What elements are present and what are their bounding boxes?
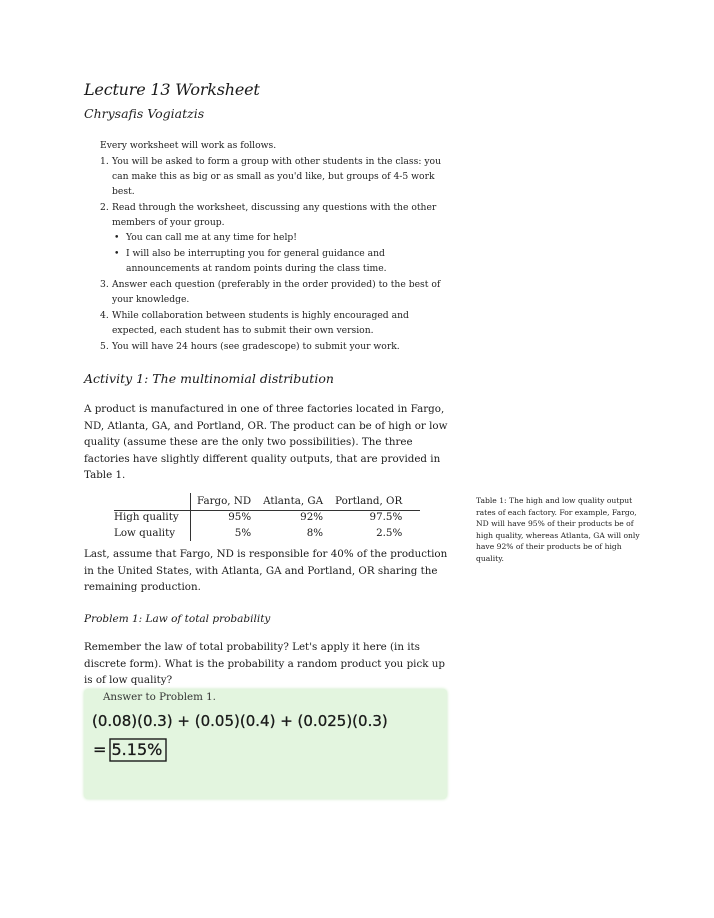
factory-quality-table [114,493,408,541]
row-label: Low quality [114,525,191,541]
author-name: Chrysafis Vogiatzis [84,106,205,121]
answer-box[interactable] [84,689,447,799]
instructions-lead: Every worksheet will work as follows. [100,140,277,151]
handwritten-line-1: (0.08)(0.3) + (0.05)(0.4) + (0.025)(0.3) [92,712,388,730]
bullet-item: • You can call me at any time for help! [112,230,445,245]
problem-text: Remember the law of total probability? Let's apply it here (in its discrete form). What is the probability a random product you pick up is of low quality? [84,641,445,686]
instructions [100,138,445,355]
list-item: 5. You will have 24 hours (see gradescope) to submit your work. [100,341,400,352]
table-cell: 5% [234,527,252,539]
table-cell: 2.5% [376,527,403,539]
answer-label: Answer to Problem 1. [103,691,216,703]
table-divider [114,510,420,511]
table-cell: 8% [306,527,324,539]
table-caption: Table 1: The high and low quality output rates of each factory. For example, Fargo, ND will have 95% of their products be of high quality, whereas Atlanta, GA will only have 92% of their products be of high quality. [476,496,640,563]
table-header-cell: Fargo, ND [197,495,252,507]
table-row [114,525,408,541]
problem-heading: Problem 1: Law of total probability [84,613,271,625]
handwritten-line-2: = 5.15% [93,740,163,759]
table-header-row [114,493,408,509]
row-label: High quality [114,509,191,525]
table-cell: 95% [228,511,252,523]
bullet-item: • I will also be interrupting you for general guidance and announcements at random points during the class time. [112,246,445,276]
list-item: 4. While collaboration between students is highly encouraged and expected, each student has to submit their own version. [100,310,409,336]
handwritten-answer [90,709,388,769]
table-header-cell: Atlanta, GA [263,495,324,507]
activity-paragraph: A product is manufactured in one of three factories located in Fargo, ND, Atlanta, GA, and Portland, OR. The product can be of high or low quality (assume these are the only two possibilities). The three factories have slightly different quality outputs, that are provided in Table 1. [84,403,448,481]
table-cell: 92% [300,511,324,523]
table-row [114,509,408,525]
activity-heading: Activity 1: The multinomial distribution [84,371,334,386]
table-cell: 97.5% [369,511,403,523]
sub-bullet-list [112,230,445,276]
activity-paragraph-2: Last, assume that Fargo, ND is responsible for 40% of the production in the United States, with Atlanta, GA and Portland, OR sharing the remaining production. [84,548,448,593]
table-header-cell: Portland, OR [335,495,403,507]
page-title: Lecture 13 Worksheet [84,80,260,99]
list-item: 2. Read through the worksheet, discussing any questions with the other members of your group. • You can call me at any time for help! • I will also be interrupting you for general guidance and announcements at random points during the class time. [100,200,445,276]
list-item: 1. You will be asked to form a group with other students in the class: you can make this as big or as small as you'd like, but groups of 4-5 work best. [100,156,441,197]
list-item: 3. Answer each question (preferably in the order provided) to the best of your knowledge. [100,279,441,305]
instructions-list [100,154,445,354]
